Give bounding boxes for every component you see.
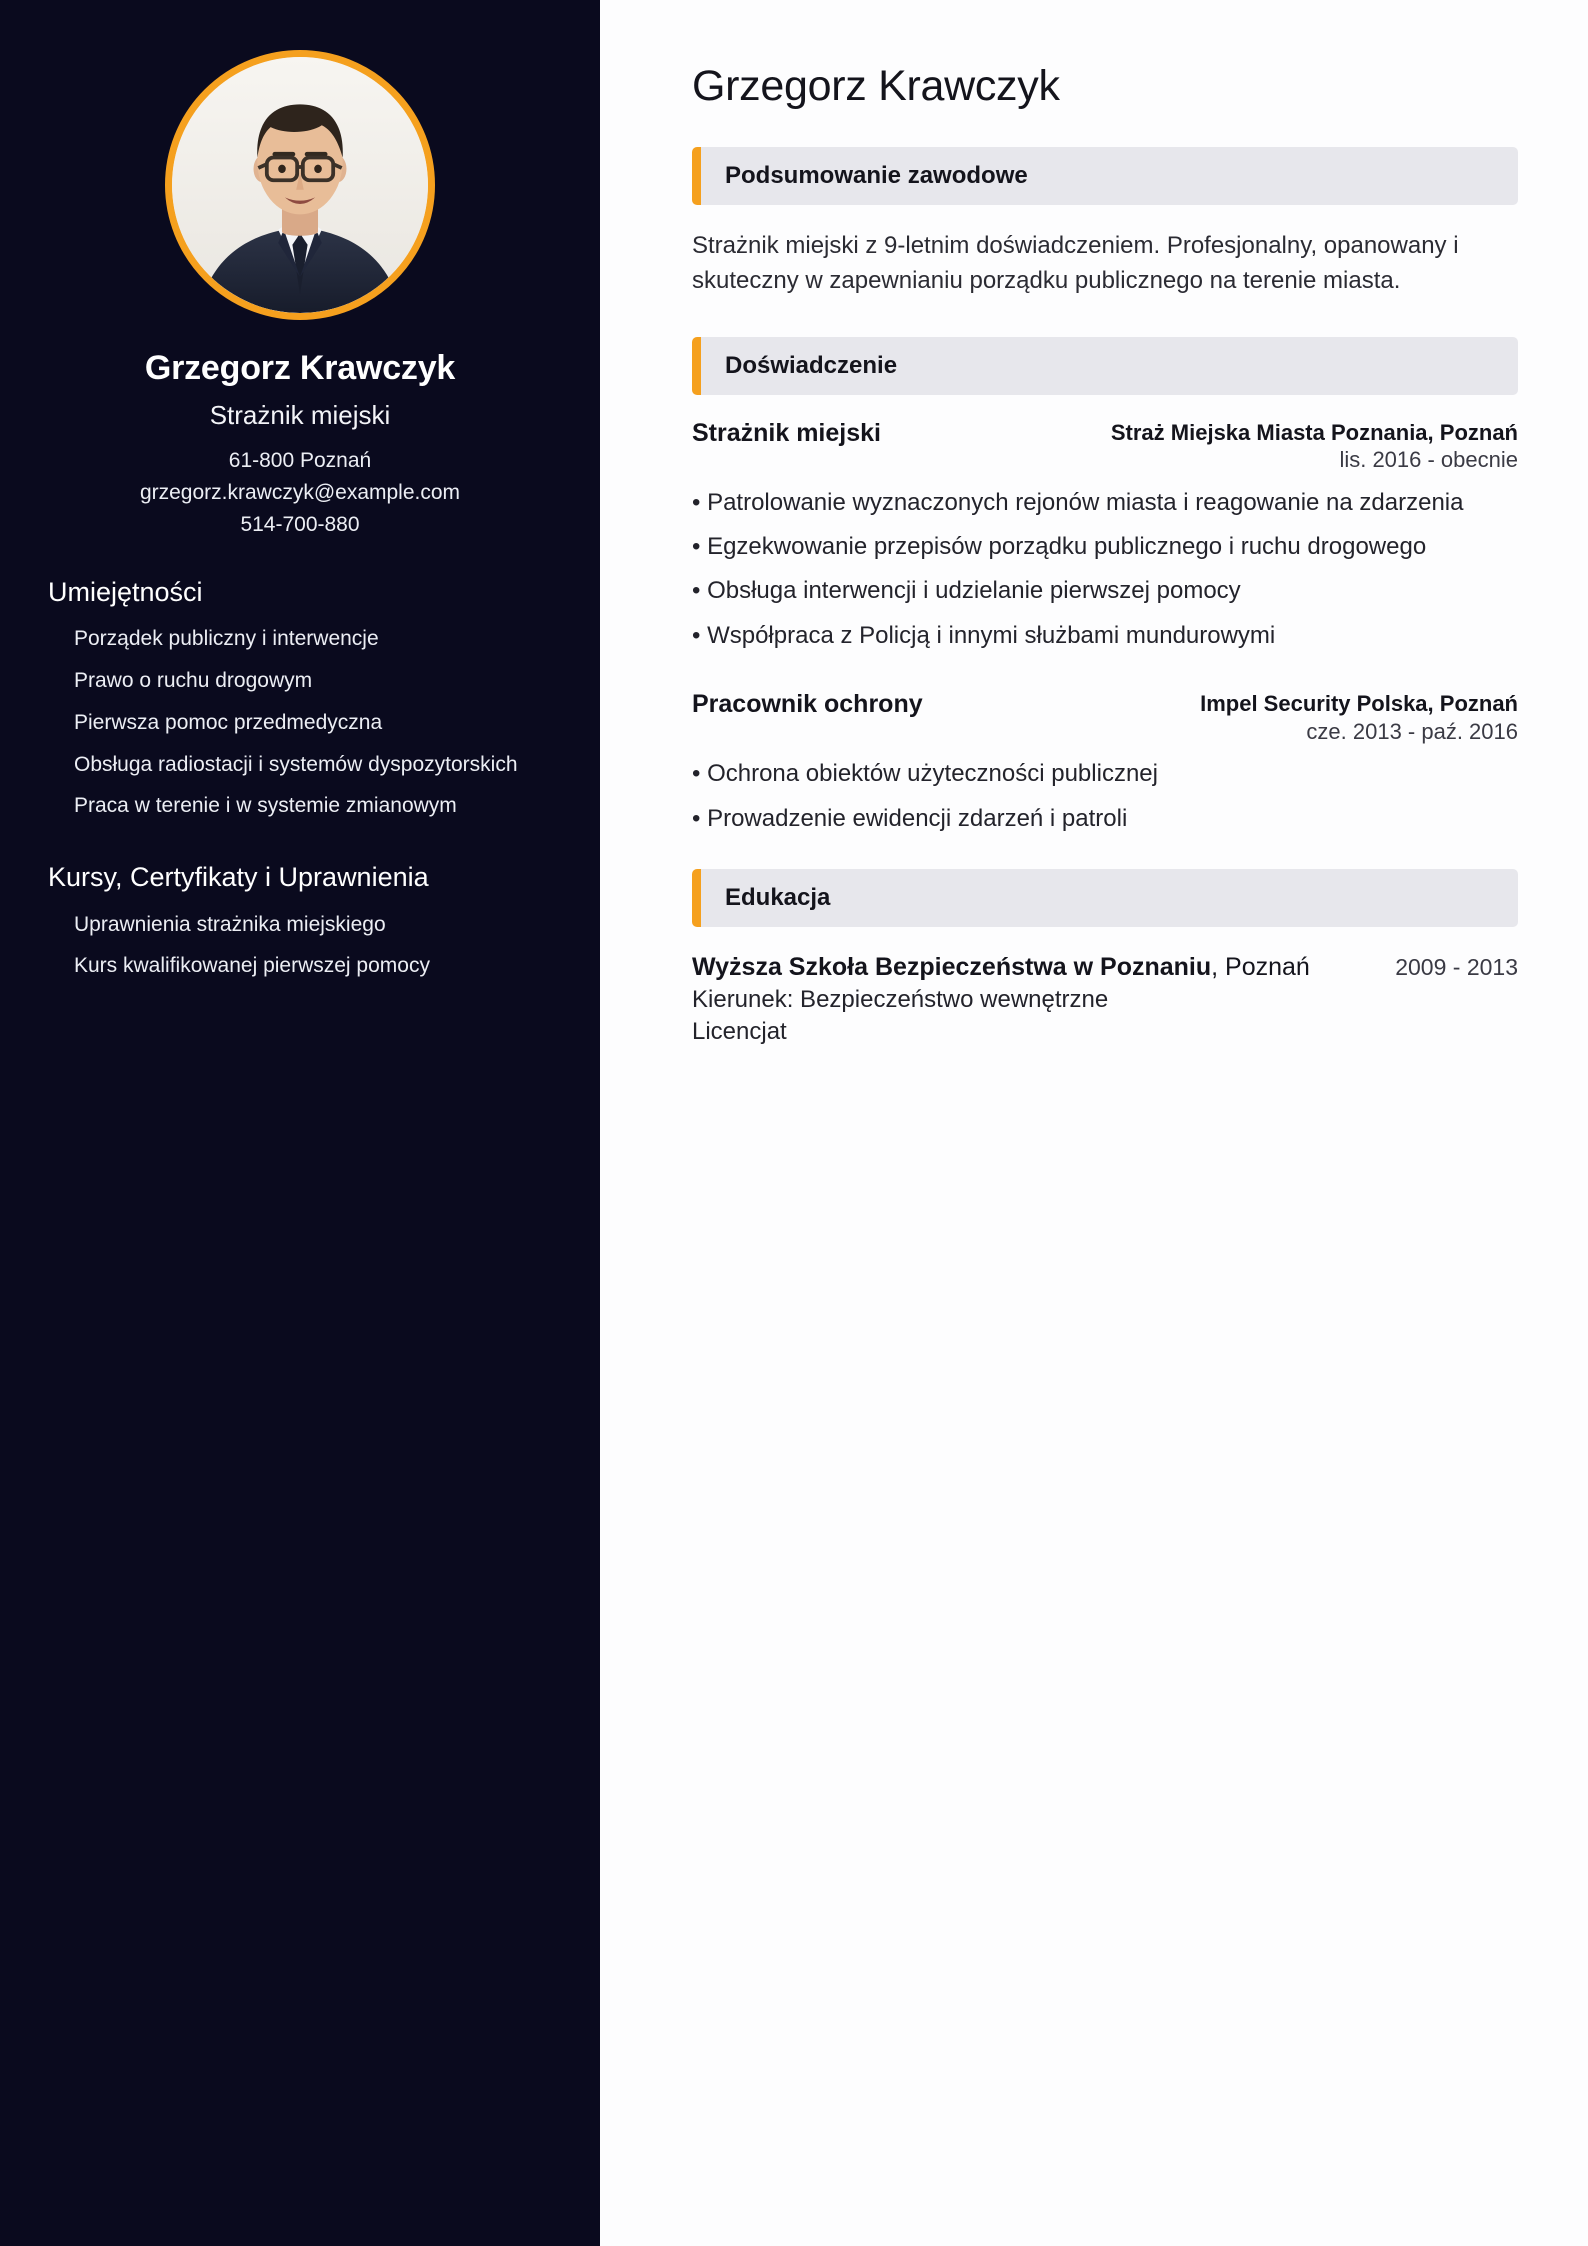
section-title: Doświadczenie [725,351,898,379]
list-item: • Ochrona obiektów użyteczności publicznej [692,760,1158,788]
education-field: Kierunek: Bezpieczeństwo wewnętrzne [692,985,1109,1013]
contact-block [48,445,552,541]
experience-entry [692,419,1518,653]
list-item: • Patrolowanie wyznaczonych rejonów miasta i reagowanie na zdarzenia [692,488,1464,516]
avatar-wrapper [48,50,552,320]
contact-email[interactable]: grzegorz.krawczyk@example.com [139,481,461,505]
sidebar [0,0,600,2246]
section-header-summary [692,147,1518,205]
avatar [165,50,435,320]
job-bullets [692,487,1518,653]
experience-entry-header [692,419,1518,475]
job-dates: cze. 2013 - paź. 2016 [1306,718,1518,744]
list-item: • Obsługa interwencji i udzielanie pierwszej pomocy [692,577,1241,605]
education-city: , Poznań [1211,953,1310,982]
main-column [600,0,1588,2246]
experience-entry-header [692,690,1518,746]
list-item: Obsługa radiostacji i systemów dyspozytorskich [74,752,518,776]
courses-section [48,860,552,980]
spacer [692,847,1518,869]
list-item: • Współpraca z Policją i innymi służbami mundurowymi [692,621,1276,649]
list-item: Uprawnienia strażnika miejskiego [74,912,386,936]
skills-heading: Umiejętności [48,576,203,607]
education-years: 2009 - 2013 [1395,954,1518,981]
sidebar-name: Grzegorz Krawczyk [144,349,456,387]
profile-photo-icon [172,57,428,313]
section-title: Edukacja [725,884,831,912]
list-item: Kurs kwalifikowanej pierwszej pomocy [74,954,430,978]
list-item: Porządek publiczny i interwencje [74,627,379,651]
section-title: Podsumowanie zawodowe [725,162,1028,189]
sidebar-role: Strażnik miejski [209,400,391,431]
page-title: Grzegorz Krawczyk [692,62,1060,110]
summary-text: Strażnik miejski z 9-letnim doświadczeniem. Profesjonalny, opanowany i skuteczny w zapewnianiu porządku publicznego na terenie miasta. [692,232,1459,294]
courses-heading: Kursy, Certyfikaty i Uprawnienia [48,861,429,892]
list-item: Pierwsza pomoc przedmedyczna [74,710,383,734]
courses-list [48,911,552,980]
skills-section [48,575,552,820]
job-bullets [692,758,1518,835]
spacer [48,838,552,860]
list-item: Praca w terenie i w systemie zmianowym [74,794,457,818]
education-entry [692,951,1518,1048]
contact-phone[interactable]: 514-700-880 [240,512,360,536]
section-header-education [692,869,1518,927]
job-company: Impel Security Polska, Poznań [1200,691,1518,717]
education-school [692,951,1375,984]
list-item: • Egzekwowanie przepisów porządku publicznego i ruchu drogowego [692,533,1427,561]
job-meta [897,419,1518,475]
skills-list [48,625,552,820]
education-school-name: Wyższa Szkoła Bezpieczeństwa w Poznaniu [692,953,1212,982]
job-title: Strażnik miejski [692,418,881,447]
job-meta [939,690,1518,746]
education-degree: Licencjat [692,1017,787,1045]
education-details [692,951,1375,1048]
section-header-experience [692,337,1518,395]
job-dates: lis. 2016 - obecnie [1339,447,1518,473]
list-item: Prawo o ruchu drogowym [74,669,313,693]
job-title: Pracownik ochrony [692,690,923,719]
spacer [692,664,1518,690]
job-company: Straż Miejska Miasta Poznania, Poznań [1110,419,1518,445]
contact-address: 61-800 Poznań [228,449,372,473]
list-item: • Prowadzenie ewidencji zdarzeń i patroli [692,804,1128,832]
experience-entry [692,690,1518,835]
